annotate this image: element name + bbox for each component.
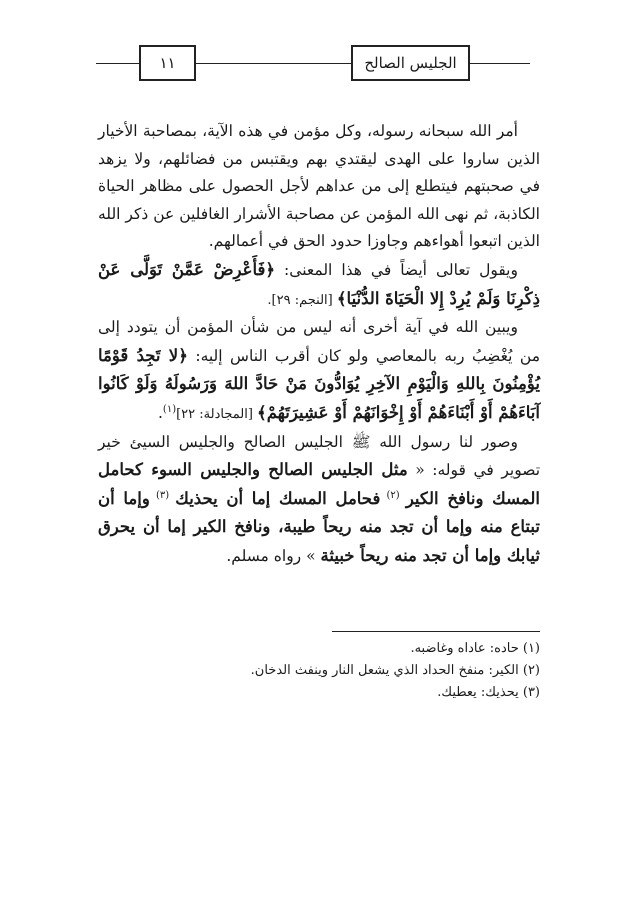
footnote-3: (٣) يحذيك: يعطيك. — [437, 685, 540, 700]
paragraph-2-intro: ويقول تعالى أيضاً في هذا المعنى: — [275, 260, 518, 279]
verse-reference-2: [المجادلة: ٢٢] — [176, 406, 258, 422]
hadith-text-2: فحامل المسك إما أن يحذيك — [175, 488, 381, 508]
page-header — [0, 0, 638, 90]
paragraph-3 — [98, 314, 540, 428]
paragraph-2 — [98, 256, 540, 314]
paragraph-1 — [98, 118, 540, 256]
hadith-text-1: مثل الجليس الصالح والجليس السوء كحامل المسك ونافخ الكير — [98, 460, 540, 508]
body-text — [98, 118, 540, 571]
verse-reference-1: [النجم: ٢٩]. — [267, 292, 337, 308]
running-title-box — [351, 45, 470, 81]
footnote-marker-1: (١) — [162, 403, 177, 415]
footnote-marker-2: (٢) — [380, 489, 406, 501]
running-title: الجليس الصالح — [364, 54, 457, 72]
paragraph-3-intro: ويبين الله في آية أخرى أنه ليس من شأن المؤمن أن يتودد إلى من يُغْضِبُ ربه بالمعاصي ولو كان أقرب الناس إليه: — [98, 318, 541, 365]
page-number-box — [139, 45, 196, 81]
quran-verse-2: ﴿لا تَجِدُ قَوْمًا يُؤْمِنُونَ بِاللهِ وَالْيَوْمِ الآخِرِ يُوَادُّونَ مَنْ حَادَّ اللهَ وَرَسُولَهُ وَلَوْ كَانُوا آبَاءَهُمْ أَوْ أَبْنَاءَهُمْ أَوْ إِخْوَانَهُمْ أَوْ عَشِيرَتَهُمْ﴾ — [98, 345, 540, 422]
footnote-marker-3: (٣) — [149, 489, 176, 501]
paragraph-4-intro: وصور لنا رسول الله ﷺ الجليس الصالح والجليس السيئ خير تصوير في قوله: « — [98, 432, 541, 480]
paragraph-3-end: . — [157, 403, 163, 422]
header-rule-left — [96, 63, 139, 64]
footnote-1: (١) حاده: عاداه وغاضبه. — [410, 641, 540, 656]
paragraph-1-text: أمر الله سبحانه رسوله، وكل مؤمن في هذه الآية، بمصاحبة الأخيار الذين ساروا على الهدى ليقتدي بهم ويقتبس من فضائلهم، ولا يزهد في صحبتهم فيتطلع إلى من عداهم لأجل الحصول على مظاهر الحياة الكاذبة، ثم نهى الله المؤمن عن مصاحبة الأشرار الغافلين عن ذكر الله الذين اتبعوا أهواءهم وجاوزا حدود الحق في أعمالهم. — [98, 122, 540, 251]
footnote-divider — [332, 631, 540, 632]
footnote-2: (٢) الكير: منفخ الحداد الذي يشعل النار وينفث الدخان. — [250, 663, 540, 678]
paragraph-4 — [98, 429, 540, 571]
footnotes — [98, 638, 540, 704]
quran-verse-1: ﴿فَأَعْرِضْ عَمَّنْ تَوَلَّى عَنْ ذِكْرِنَا وَلَمْ يُرِدْ إِلا الْحَيَاةَ الدُّنْيَا﴾ — [98, 259, 540, 308]
hadith-text-3: وإما أن تبتاع منه وإما أن تجد منه ريحاً طيبة، ونافخ الكير إما أن يحرق ثيابك وإما أن تجد منه ريحاً خبيثة — [98, 488, 540, 565]
header-rule-right — [470, 63, 530, 64]
header-rule-middle — [196, 63, 351, 64]
paragraph-4-end: » رواه مسلم. — [226, 546, 321, 565]
page-number: ١١ — [159, 54, 176, 72]
